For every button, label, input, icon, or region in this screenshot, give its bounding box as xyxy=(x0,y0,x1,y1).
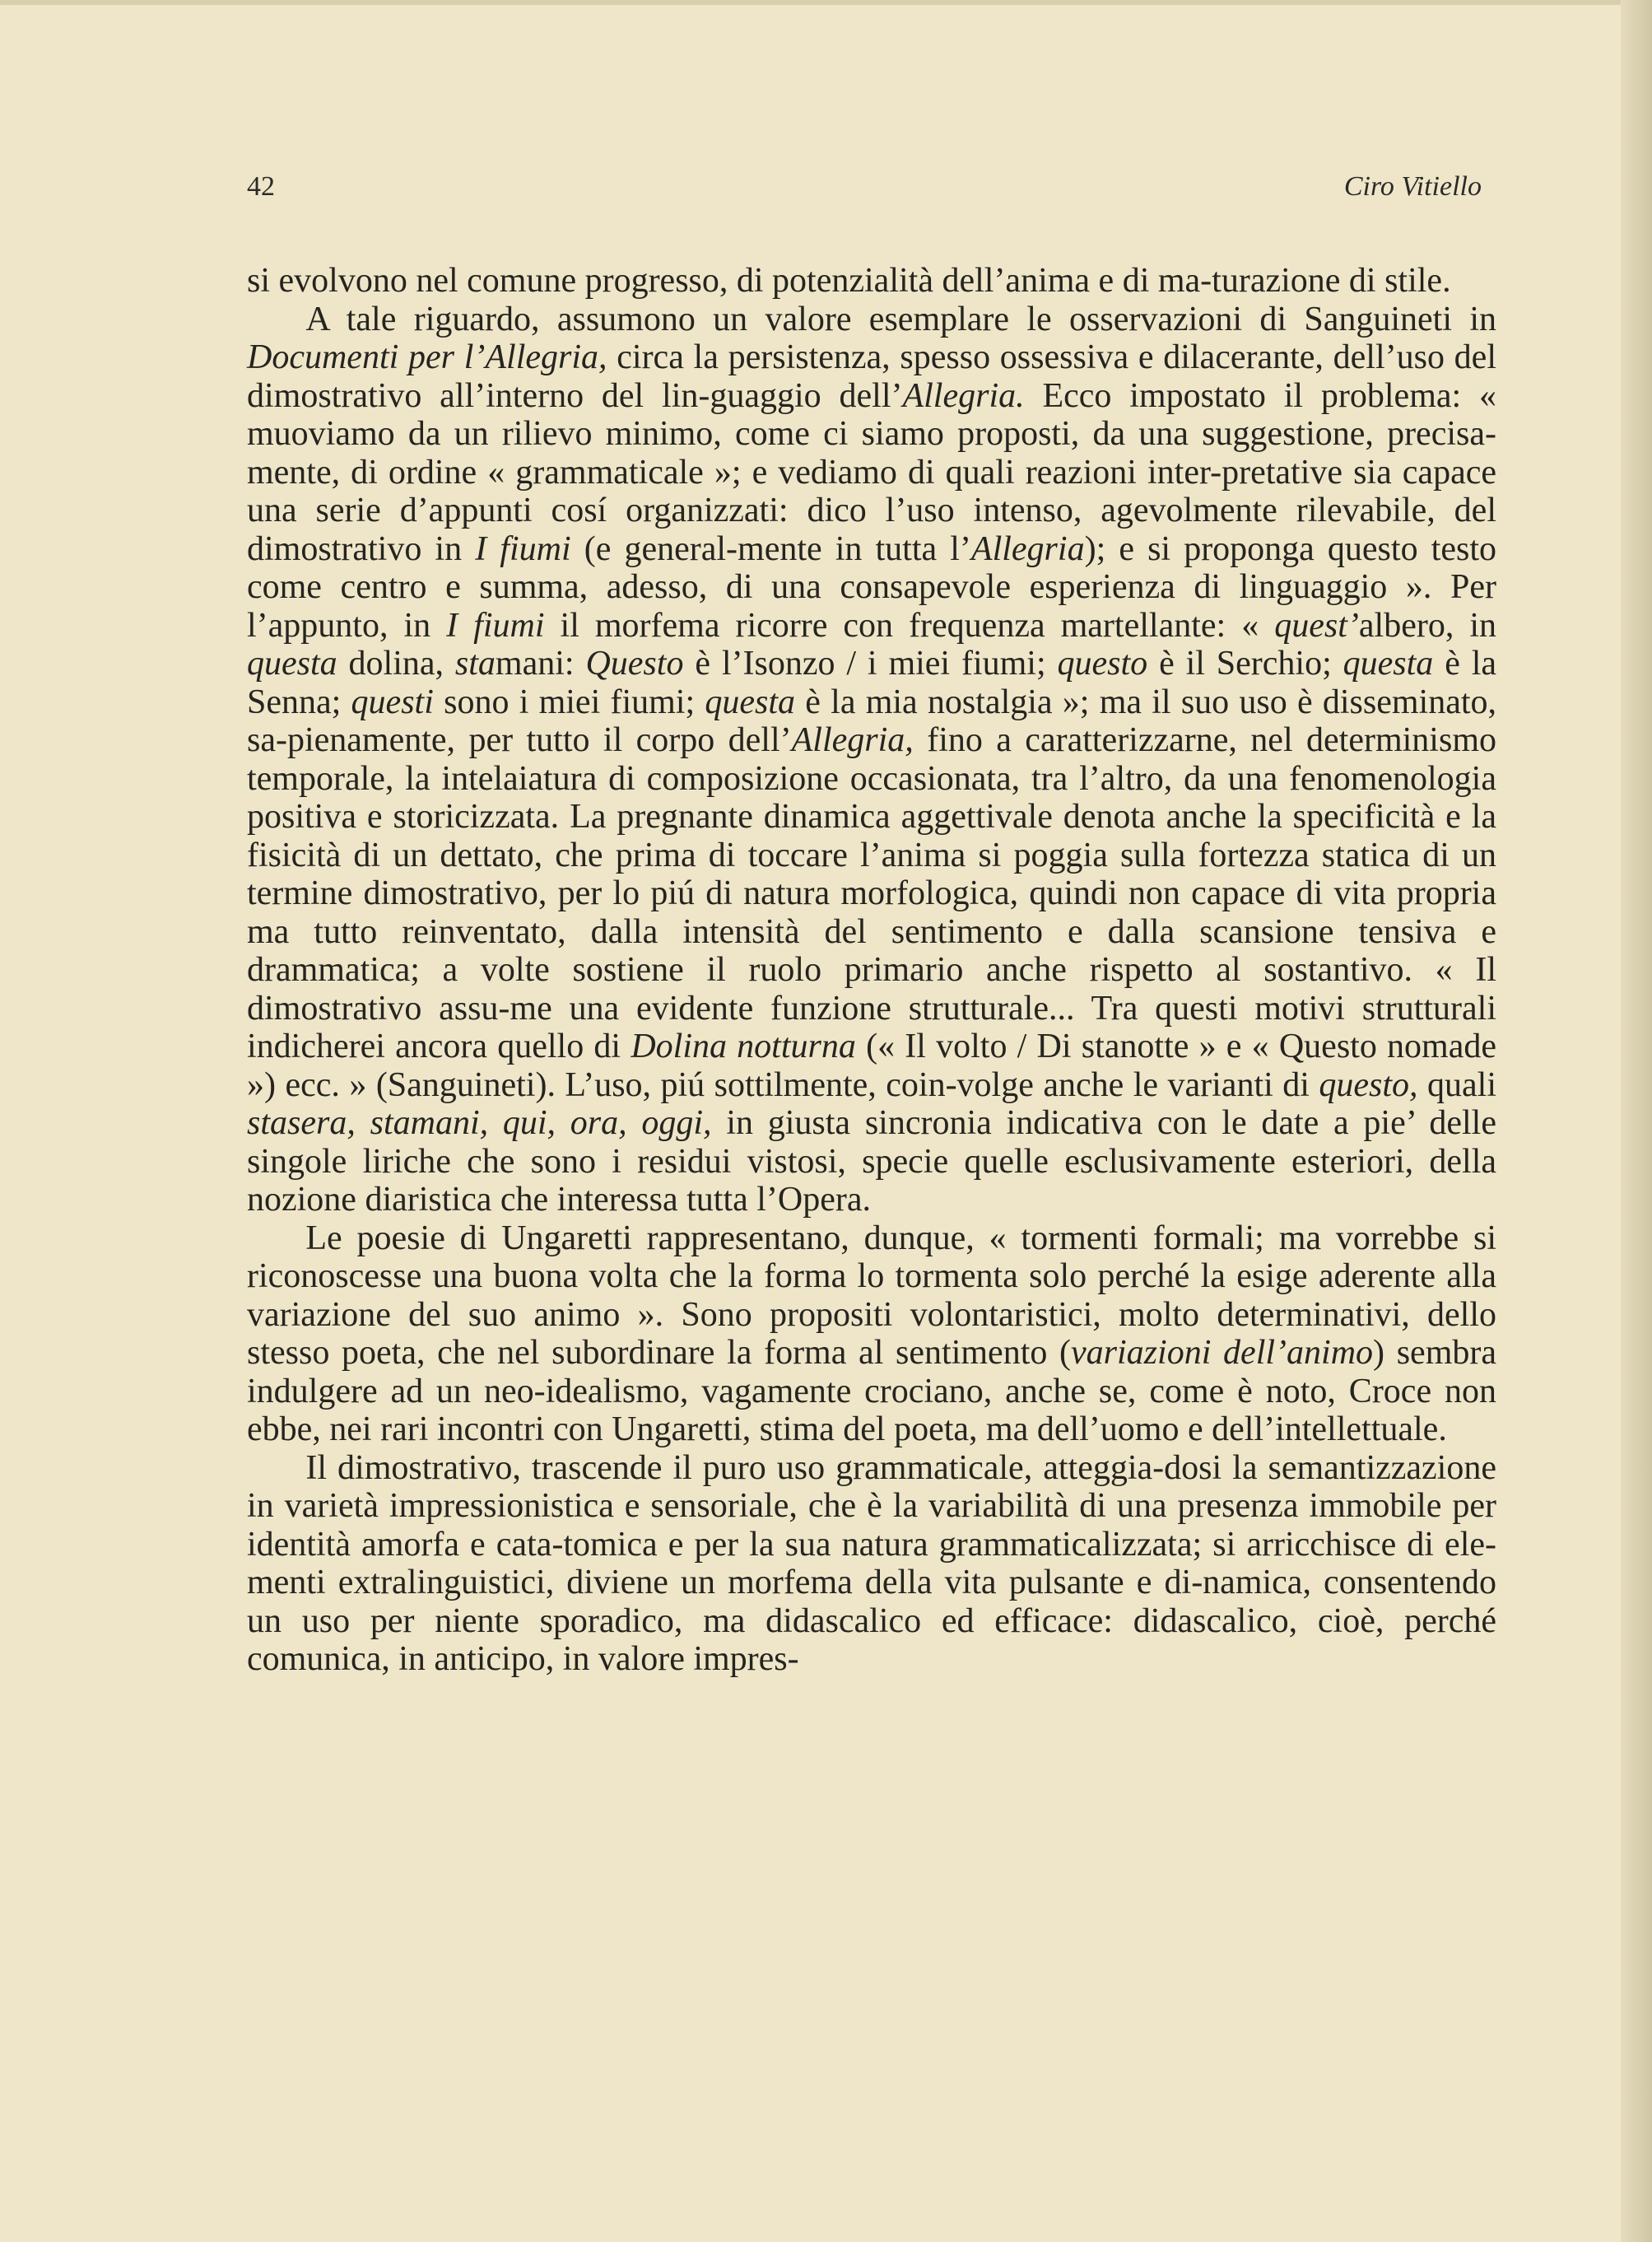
text-run: il morfema ricorre con frequenza martellante: « xyxy=(544,606,1275,645)
text-run: quali xyxy=(1417,1065,1496,1104)
page-number: 42 xyxy=(247,171,275,202)
text-run: Ecco impostato il problema: « muoviamo da un rilievo minimo, come ci siamo proposti, da una suggestione, precisa-mente, di ordine « grammaticale »; e vediamo di quali reazioni inter-pretative sia capace una serie d’appunti cosí organizzati: dico l’uso intenso, agevolmente rilevabile, del dimostrativo in xyxy=(247,376,1496,568)
text-run: A tale riguardo, assumono un valore esemplare le osservazioni di Sanguineti in xyxy=(305,300,1496,338)
paragraph xyxy=(247,1219,1496,1449)
italic-text: questo xyxy=(1057,645,1148,683)
italic-text: questa xyxy=(247,645,337,683)
italic-text: Documenti per l’Allegria, xyxy=(247,338,607,376)
paragraph xyxy=(247,301,1496,1219)
text-run: dolina, xyxy=(337,645,455,683)
italic-text: questa xyxy=(705,683,796,721)
italic-text: Allegria xyxy=(970,529,1085,568)
text-run: è la mia nostalgia »; ma il suo uso è disseminato, sa-pienamente, per tutto il corpo dell’ xyxy=(247,683,1496,759)
italic-text: I fiumi xyxy=(446,606,545,645)
page-binding-shadow xyxy=(1621,0,1652,2242)
italic-text: I fiumi xyxy=(475,529,571,568)
text-run: è l’Isonzo / i miei fiumi; xyxy=(683,645,1058,683)
italic-text: sta xyxy=(454,645,496,683)
text-run: Le poesie di Ungaretti rappresentano, dunque, « tormenti formali; ma vorrebbe si riconoscesse una buona volta che la forma lo tormenta solo perché la esige aderente alla variazione del suo animo ». Sono propositi volontaristici, molto determinativi, dello stesso poeta, che nel subordinare la forma al sentimento ( xyxy=(247,1219,1496,1372)
text-run: ); e si proponga questo testo come centro e summa, adesso, di una consapevole esperienza di linguaggio ». Per l’appunto, in xyxy=(247,529,1496,645)
text-run: in giusta sincronia indicativa con le date a pie’ delle singole liriche che sono i residui vistosi, specie quelle esclusivamente esteriori, della nozione diaristica che interessa tutta l’Opera. xyxy=(247,1104,1496,1219)
text-run: circa la persistenza, spesso ossessiva e dilacerante, dell’uso del dimostrativo all’interno del lin-guaggio dell’ xyxy=(247,338,1496,415)
text-run: fino a caratterizzarne, nel determinismo temporale, la intelaiatura di composizione occasionata, tra l’altro, da una fenomenologia positiva e storicizzata. La pregnante dinamica aggettivale denota anche la specificità e la fisicità di un dettato, che prima di toccare l’anima si poggia sulla fortezza statica di un termine dimostrativo, per lo piú di natura morfologica, quindi non capace di vita propria ma tutto reinventato, dalla intensità del sentimento e dalla scansione tensiva e drammatica; a volte sostiene il ruolo primario anche rispetto al sostantivo. « Il dimostrativo assu-me una evidente funzione strutturale... Tra questi motivi strutturali indicherei ancora quello di xyxy=(247,721,1496,1065)
text-run: albero, in xyxy=(1358,606,1497,645)
text-run: (e general-mente in tutta l’ xyxy=(570,529,971,568)
text-run: sono i miei fiumi; xyxy=(433,683,705,721)
italic-text: Questo xyxy=(585,645,684,683)
italic-text: Dolina notturna xyxy=(631,1028,856,1065)
running-head-author: Ciro Vitiello xyxy=(1343,171,1482,202)
text-run: è la Senna; xyxy=(247,645,1497,721)
italic-text: questo, xyxy=(1319,1065,1418,1104)
italic-text: stasera, stamani, qui, ora, oggi, xyxy=(247,1104,712,1142)
text-run: è il Serchio; xyxy=(1147,645,1343,683)
text-run: mani: xyxy=(495,645,586,683)
text-run: si evolvono nel comune progresso, di potenzialità dell’anima e di ma-turazione di stile. xyxy=(247,262,1451,300)
running-head xyxy=(247,171,1482,207)
page-top-edge xyxy=(0,0,1652,5)
italic-text: questa xyxy=(1343,645,1434,683)
text-run: (« Il volto / Di stanotte » e « Questo nomade ») ecc. » (Sanguineti). L’uso, piú sottilmente, coin-volge anche le varianti di xyxy=(247,1028,1496,1104)
paragraph xyxy=(247,262,1496,301)
text-run: Il dimostrativo, trascende il puro uso grammaticale, atteggia-dosi la semantizzazione in varietà impressionistica e sensoriale, che è la variabilità di una presenza immobile per identità amorfa e cata-tomica e per la sua natura grammaticalizzata; si arricchisce di ele-menti extralinguistici, diviene un morfema della vita pulsante e di-namica, consentendo un uso per niente sporadico, ma didascalico ed efficace: didascalico, cioè, perché comunica, in anticipo, in valore impres- xyxy=(247,1448,1496,1678)
italic-text: questi xyxy=(351,683,434,721)
italic-text: variazioni dell’animo xyxy=(1071,1334,1374,1372)
italic-text: quest’ xyxy=(1274,606,1359,645)
body-text xyxy=(247,262,1496,1679)
italic-text: Allegria. xyxy=(902,376,1025,415)
text-run: ) sembra indulgere ad un neo-idealismo, vagamente crociano, anche se, come è noto, Croce non ebbe, nei rari incontri con Ungaretti, stima del poeta, ma dell’uomo e dell’intellettuale. xyxy=(247,1334,1496,1448)
paragraph xyxy=(247,1449,1496,1679)
italic-text: Allegria, xyxy=(791,721,914,759)
